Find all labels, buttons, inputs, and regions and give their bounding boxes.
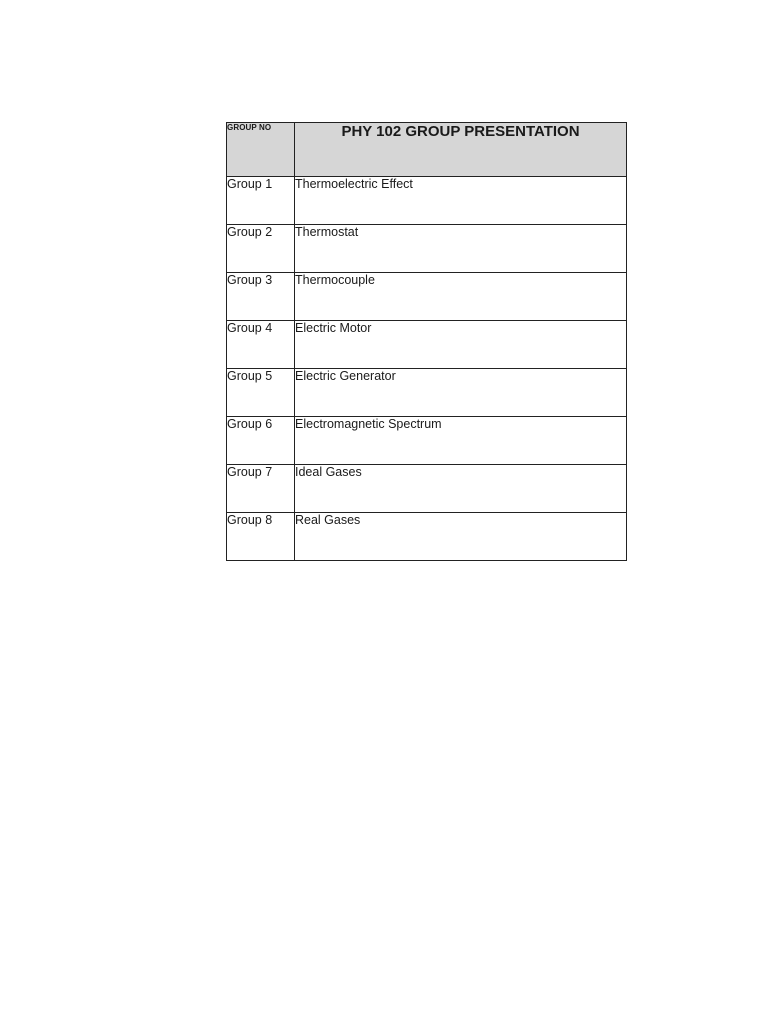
group-cell: Group 1 [227, 177, 295, 225]
topic-cell: Ideal Gases [295, 465, 627, 513]
topic-cell: Electric Generator [295, 369, 627, 417]
table-row [227, 369, 627, 417]
group-cell: Group 7 [227, 465, 295, 513]
topic-cell: Thermocouple [295, 273, 627, 321]
table-title: PHY 102 GROUP PRESENTATION [295, 123, 627, 177]
group-cell: Group 4 [227, 321, 295, 369]
group-cell: Group 5 [227, 369, 295, 417]
group-cell: Group 2 [227, 225, 295, 273]
topic-cell: Thermostat [295, 225, 627, 273]
group-cell: Group 3 [227, 273, 295, 321]
group-no-header: GROUP NO [227, 123, 295, 177]
table-row [227, 465, 627, 513]
presentation-table [226, 122, 627, 561]
table-row [227, 177, 627, 225]
topic-cell: Electromagnetic Spectrum [295, 417, 627, 465]
table-row [227, 225, 627, 273]
table-row [227, 513, 627, 561]
topic-cell: Thermoelectric Effect [295, 177, 627, 225]
topic-cell: Real Gases [295, 513, 627, 561]
table-row [227, 417, 627, 465]
group-cell: Group 8 [227, 513, 295, 561]
table-row [227, 321, 627, 369]
table-header-row [227, 123, 627, 177]
topic-cell: Electric Motor [295, 321, 627, 369]
group-cell: Group 6 [227, 417, 295, 465]
table-row [227, 273, 627, 321]
